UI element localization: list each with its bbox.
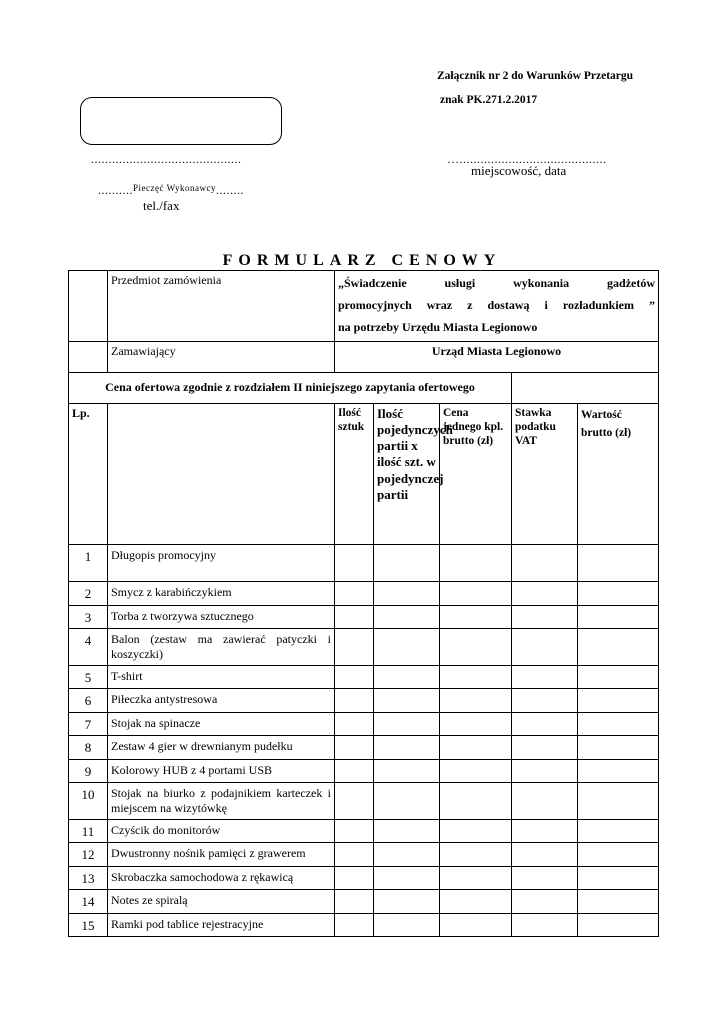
item-name: Balon (zestaw ma zawierać patyczki i koszyczki) [108,628,335,665]
col-lp: Lp. [69,403,108,544]
item-name: Długopis promocyjny [108,544,335,581]
qty-cell[interactable] [335,890,374,913]
table-row [69,867,659,890]
vat-cell[interactable] [512,628,578,665]
item-lp: 7 [69,713,108,736]
vat-cell[interactable] [512,867,578,890]
qty-cell[interactable] [335,605,374,628]
value-cell[interactable] [578,890,659,913]
item-lp: 1 [69,544,108,581]
table-row [69,713,659,736]
stamp-line [98,183,244,198]
qty-single-cell[interactable] [374,759,440,782]
item-name: Stojak na spinacze [108,713,335,736]
qty-cell[interactable] [335,759,374,782]
vat-cell[interactable] [512,913,578,936]
subject-value-line-1: „Świadczenie usługi wykonania gadżetów [338,276,656,290]
value-cell[interactable] [578,713,659,736]
table-row [69,689,659,713]
qty-cell[interactable] [335,782,374,819]
tel-fax-label: tel./fax [143,198,180,213]
qty-cell[interactable] [335,665,374,688]
qty-single-cell[interactable] [374,665,440,688]
item-name: Torba z tworzywa sztucznego [108,605,335,628]
qty-cell[interactable] [335,713,374,736]
qty-single-cell[interactable] [374,782,440,819]
item-name: Kolorowy HUB z 4 portami USB [108,759,335,782]
vat-cell[interactable] [512,782,578,819]
item-lp: 11 [69,819,108,842]
item-name: Czyścik do monitorów [108,819,335,842]
qty-single-cell[interactable] [374,867,440,890]
item-lp: 4 [69,628,108,665]
qty-single-cell[interactable] [374,581,440,605]
table-row [69,665,659,688]
item-lp: 10 [69,782,108,819]
vat-cell[interactable] [512,713,578,736]
subject-value [335,271,659,342]
item-lp: 2 [69,581,108,605]
qty-single-cell[interactable] [374,736,440,759]
qty-single-cell[interactable] [374,890,440,913]
item-lp: 13 [69,867,108,890]
item-name: Dwustronny nośnik pamięci z grawerem [108,843,335,867]
stamp-dots-right: ........ [216,183,245,197]
table-row [69,782,659,819]
qty-cell[interactable] [335,913,374,936]
item-lp: 14 [69,890,108,913]
unit-price-cell[interactable] [440,867,512,890]
value-cell[interactable] [578,581,659,605]
table-row [69,890,659,913]
unit-price-cell[interactable] [440,665,512,688]
unit-price-cell[interactable] [440,736,512,759]
unit-price-cell[interactable] [440,605,512,628]
column-header-row [69,403,659,544]
qty-single-cell[interactable] [374,913,440,936]
unit-price-cell[interactable] [440,544,512,581]
client-row [69,341,659,372]
table-row [69,736,659,759]
qty-cell[interactable] [335,544,374,581]
table-row [69,581,659,605]
qty-single-cell[interactable] [374,843,440,867]
value-cell[interactable] [578,544,659,581]
unit-price-cell[interactable] [440,581,512,605]
vat-cell[interactable] [512,665,578,688]
col-unit-price: Cena jednego kpl. brutto (zł) [440,403,512,544]
qty-cell[interactable] [335,689,374,713]
unit-price-cell[interactable] [440,819,512,842]
subject-row [69,271,659,342]
table-row [69,605,659,628]
unit-price-cell[interactable] [440,890,512,913]
subject-blank-cell [69,271,108,342]
unit-price-cell[interactable] [440,843,512,867]
offer-price-value[interactable] [512,372,659,403]
value-cell[interactable] [578,736,659,759]
qty-single-cell[interactable] [374,819,440,842]
qty-single-cell[interactable] [374,689,440,713]
qty-cell[interactable] [335,628,374,665]
unit-price-cell[interactable] [440,689,512,713]
value-cell[interactable] [578,843,659,867]
col-value: Wartość brutto (zł) [578,403,659,544]
vat-cell[interactable] [512,819,578,842]
unit-price-cell[interactable] [440,913,512,936]
value-cell[interactable] [578,782,659,819]
item-lp: 6 [69,689,108,713]
stamp-label: Pieczęć Wykonawcy [133,183,217,193]
offer-price-row [69,372,659,403]
value-cell[interactable] [578,605,659,628]
item-lp: 3 [69,605,108,628]
col-qty-single: Ilość pojedynczych partii x ilość szt. w pojedynczej partii [374,403,440,544]
qty-cell[interactable] [335,581,374,605]
table-row [69,843,659,867]
qty-cell[interactable] [335,736,374,759]
unit-price-cell[interactable] [440,759,512,782]
qty-single-cell[interactable] [374,628,440,665]
item-name: Piłeczka antystresowa [108,689,335,713]
subject-value-line-2: promocyjnych wraz z dostawą i rozładunkiem ” [338,298,656,313]
item-lp: 8 [69,736,108,759]
item-lp: 15 [69,913,108,936]
subject-label: Przedmiot zamówienia [108,271,335,342]
vat-cell[interactable] [512,689,578,713]
vat-cell[interactable] [512,736,578,759]
table-row [69,628,659,665]
vat-cell[interactable] [512,759,578,782]
value-cell[interactable] [578,913,659,936]
stamp-box [80,97,282,145]
vat-cell[interactable] [512,843,578,867]
col-vat: Stawka podatku VAT [512,403,578,544]
value-cell[interactable] [578,819,659,842]
annex-label: Załącznik nr 2 do Warunków Przetargu [437,70,634,82]
value-cell[interactable] [578,628,659,665]
item-name: Smycz z karabińczykiem [108,581,335,605]
col-name [108,403,335,544]
stamp-dots-left: .......... [98,183,133,197]
client-value: Urząd Miasta Legionowo [335,341,659,372]
item-name: Ramki pod tablice rejestracyjne [108,913,335,936]
table-row [69,819,659,842]
table-row [69,759,659,782]
qty-single-cell[interactable] [374,605,440,628]
qty-single-cell[interactable] [374,544,440,581]
qty-cell[interactable] [335,867,374,890]
item-name: Notes ze spiralą [108,890,335,913]
item-name: Skrobaczka samochodowa z rękawicą [108,867,335,890]
client-label: Zamawiający [108,341,335,372]
item-lp: 12 [69,843,108,867]
vat-cell[interactable] [512,605,578,628]
unit-price-cell[interactable] [440,782,512,819]
place-date-label: miejscowość, data [471,163,567,178]
qty-cell[interactable] [335,819,374,842]
table-row [69,913,659,936]
page-title: FORMULARZ CENOWY [222,252,502,269]
col-qty: Ilość sztuk [335,403,374,544]
item-name: Stojak na biurko z podajnikiem karteczek i miejscem na wizytówkę [108,782,335,819]
offer-price-label: Cena ofertowa zgodnie z rozdziałem II niniejszego zapytania ofertowego [69,372,512,403]
client-blank-cell [69,341,108,372]
value-cell[interactable] [578,689,659,713]
table-row [69,544,659,581]
place-date-dots: ….......................................... [447,152,607,166]
vat-cell[interactable] [512,890,578,913]
vat-cell[interactable] [512,544,578,581]
unit-price-cell[interactable] [440,713,512,736]
contractor-dots: ........................................... [91,152,242,166]
qty-cell[interactable] [335,843,374,867]
item-lp: 5 [69,665,108,688]
subject-value-line-3: na potrzeby Urzędu Miasta Legionowo [338,320,538,335]
qty-single-cell[interactable] [374,713,440,736]
unit-price-cell[interactable] [440,628,512,665]
value-cell[interactable] [578,867,659,890]
item-lp: 9 [69,759,108,782]
item-name: T-shirt [108,665,335,688]
value-cell[interactable] [578,665,659,688]
vat-cell[interactable] [512,581,578,605]
item-rows [69,544,659,936]
item-name: Zestaw 4 gier w drewnianym pudełku [108,736,335,759]
price-form-table [68,270,659,937]
value-cell[interactable] [578,759,659,782]
reference-number: znak PK.271.2.2017 [440,94,538,106]
